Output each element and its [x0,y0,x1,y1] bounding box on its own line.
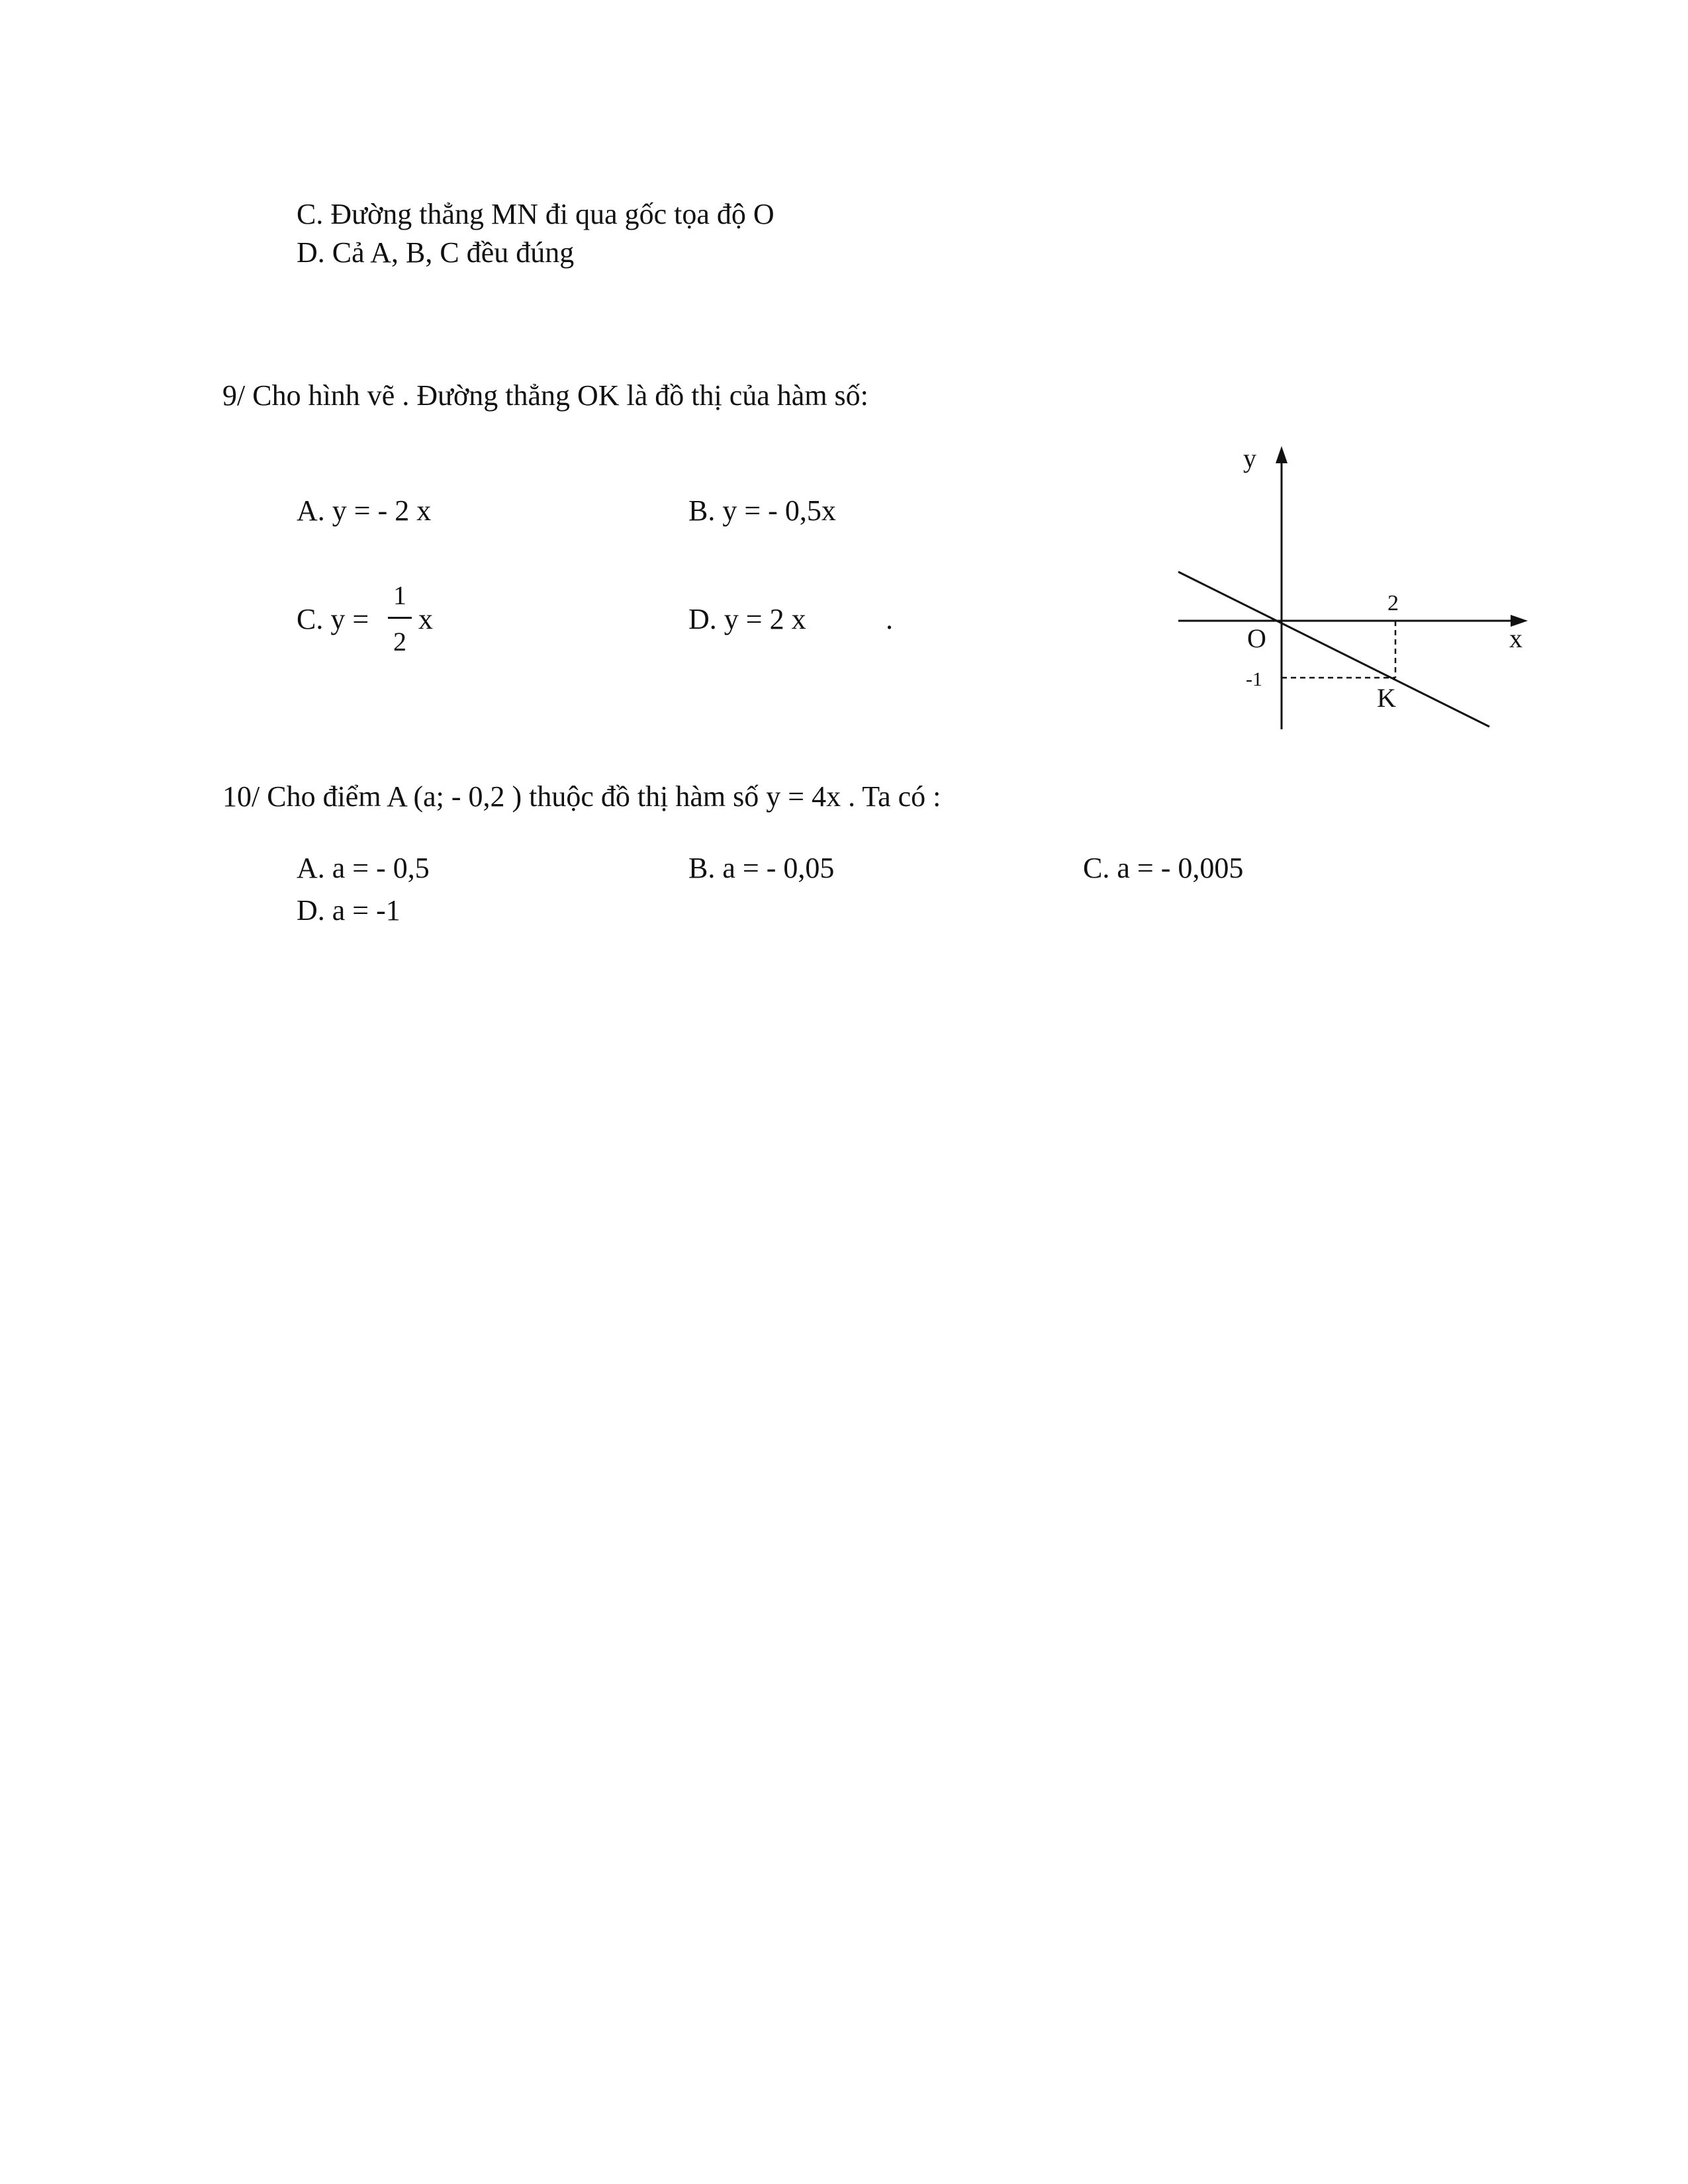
q9-option-c-denominator: 2 [393,627,406,657]
q9-option-d: D. y = 2 x [688,603,806,635]
q9-option-a: A. y = - 2 x [297,494,432,527]
q9-option-c-prefix: C. y = [297,603,369,635]
y-tick-label: -1 [1246,668,1262,690]
y-axis-label: y [1243,443,1256,473]
q9-option-d-trailing: . [886,603,893,635]
q8-option-c: C. Đường thẳng MN đi qua gốc tọa độ O [297,198,774,230]
fraction-bar [388,617,412,619]
q9-question: 9/ Cho hình vẽ . Đường thẳng OK là đồ thị của hàm số: [222,379,868,412]
point-k-label: K [1377,683,1396,713]
q9-option-c-suffix: x [418,603,433,635]
q9-option-c-numerator: 1 [393,580,406,610]
x-axis-label: x [1509,623,1523,653]
q10-option-c: C. a = - 0,005 [1083,852,1244,884]
q10-option-d: D. a = -1 [297,894,400,927]
q10-option-b: B. a = - 0,05 [688,852,835,884]
origin-label: O [1247,623,1266,653]
q10-option-a: A. a = - 0,5 [297,852,430,884]
q8-option-d: D. Cả A, B, C đều đúng [297,236,575,269]
q9-option-b: B. y = - 0,5x [688,494,836,527]
q10-question: 10/ Cho điểm A (a; - 0,2 ) thuộc đồ thị hàm số y = 4x . Ta có : [222,780,941,813]
y-axis-arrow-icon [1276,446,1288,463]
x-tick-label: 2 [1387,591,1399,615]
q9-graph [1165,437,1536,741]
line-ok [1178,572,1489,727]
